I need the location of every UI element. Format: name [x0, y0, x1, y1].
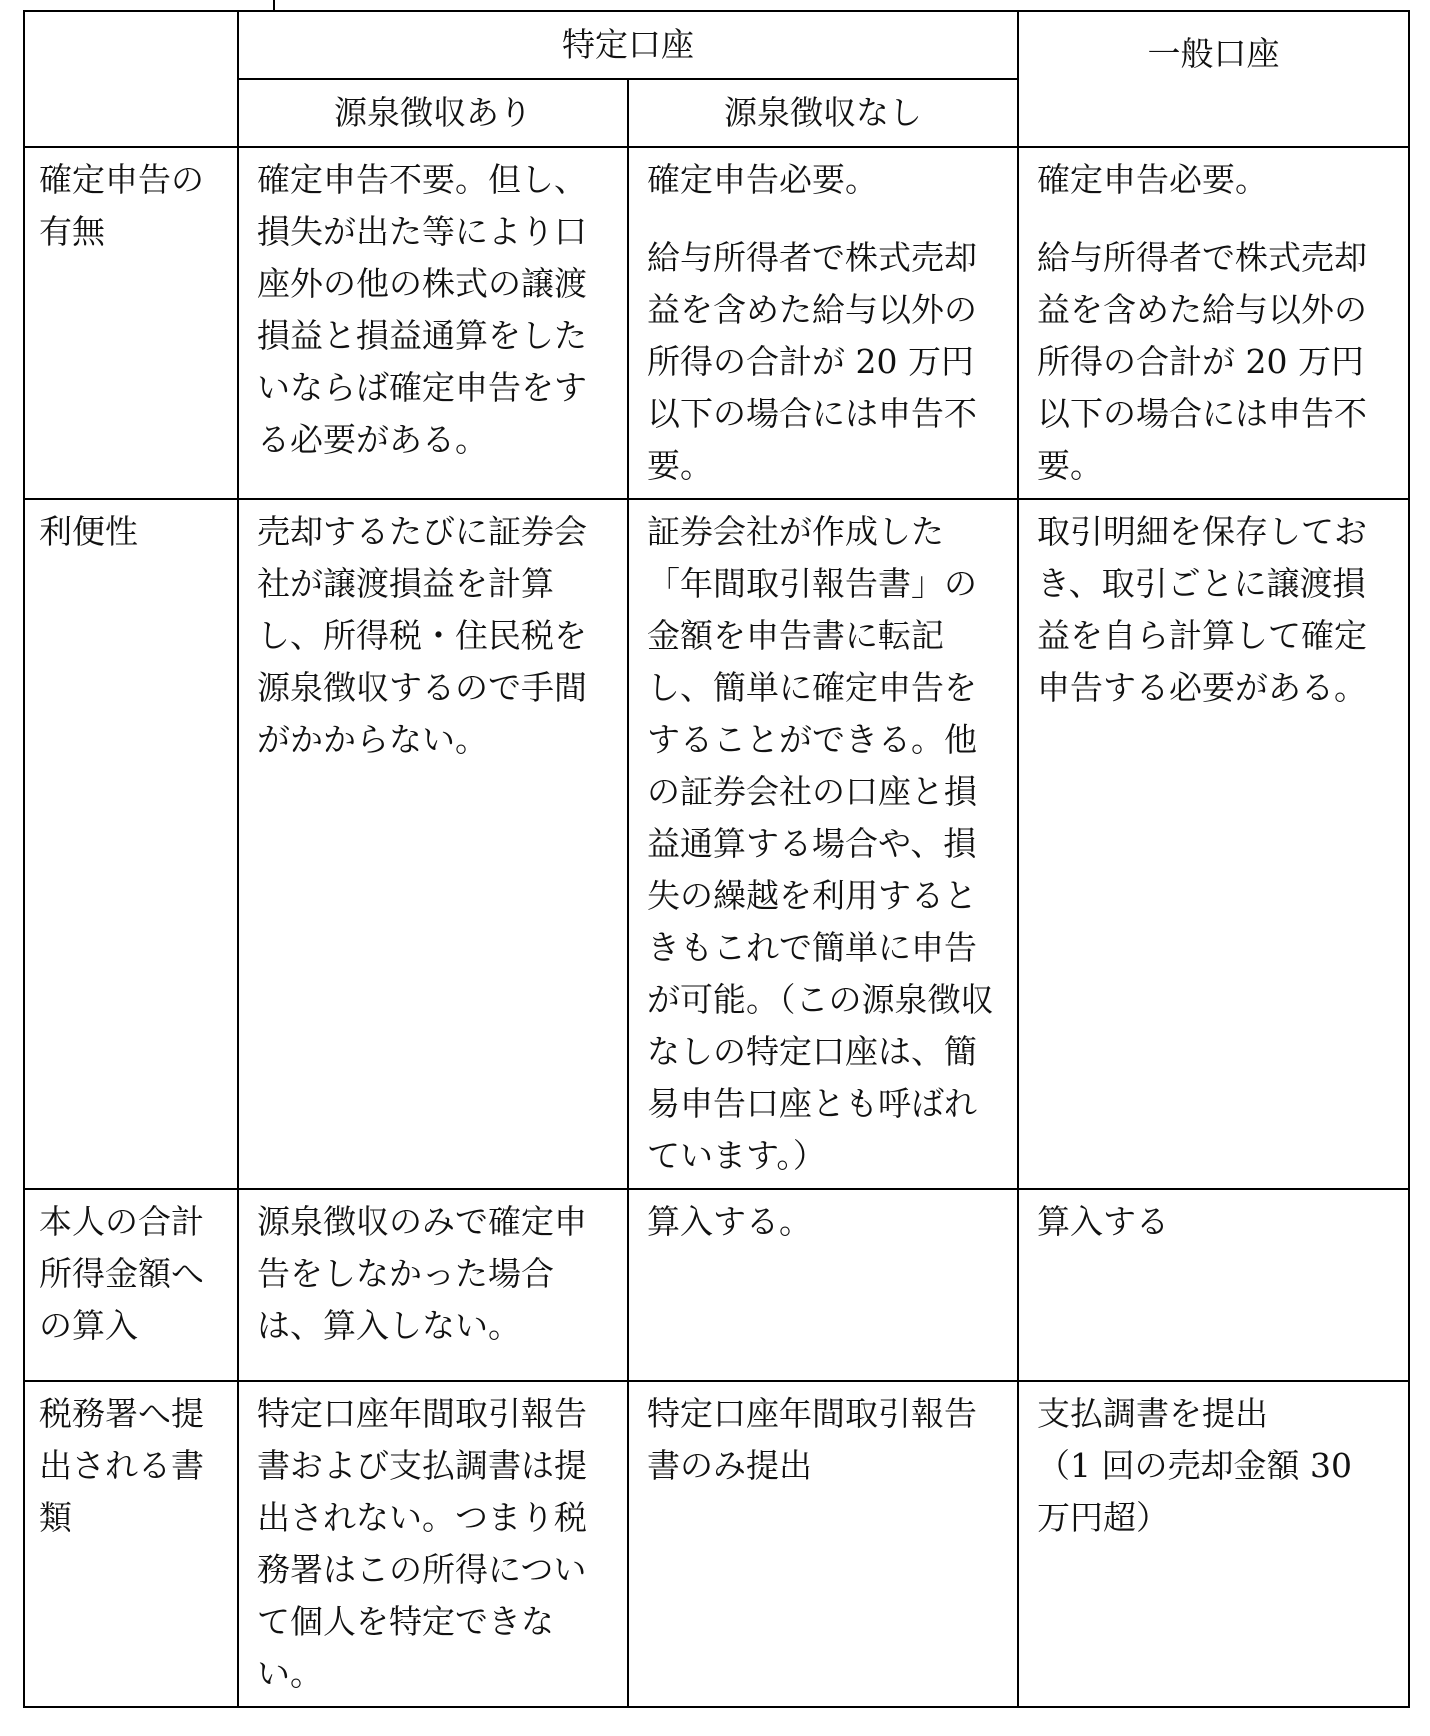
- cell-text: 確定申告必要。: [647, 160, 878, 199]
- cell-text: 取引明細を保存しておき、取引ごとに譲渡損益を自ら計算して確定申告する必要がある。: [1037, 512, 1367, 707]
- cell-text: 源泉徴収のみで確定申告をしなかった場合は、算入しない。: [257, 1202, 587, 1345]
- cell-without-withholding: [628, 147, 1018, 499]
- cell-ippan: [1018, 1381, 1409, 1707]
- header-with-withholding: 源泉徴収あり: [238, 79, 628, 147]
- cell-ippan: [1018, 499, 1409, 1189]
- cell-with-withholding: [238, 499, 628, 1189]
- cell-without-withholding: [628, 1189, 1018, 1381]
- cell-text: 支払調書を提出: [1037, 1394, 1268, 1433]
- table-row: [24, 1189, 1409, 1381]
- cell-text: 確定申告必要。: [1037, 160, 1268, 199]
- header-ippan: 一般口座: [1018, 11, 1409, 147]
- cell-with-withholding: [238, 147, 628, 499]
- cell-without-withholding: [628, 499, 1018, 1189]
- cell-text: 特定口座年間取引報告書のみ提出: [647, 1394, 977, 1485]
- table-row: [24, 147, 1409, 499]
- row-label: 利便性: [24, 499, 238, 1189]
- row-label: 確定申告の有無: [24, 147, 238, 499]
- cell-text: 算入する。: [647, 1202, 812, 1241]
- cell-ippan: [1018, 147, 1409, 499]
- row-label: 税務署へ提出される書類: [24, 1381, 238, 1707]
- cell-text: 証券会社が作成した「年間取引報告書」の金額を申告書に転記し、簡単に確定申告をすることができる。他の証券会社の口座と損益通算する場合や、損失の繰越を利用するときもこれで簡単に申告が可能。（この源泉徴収なしの特定口座は、簡易申告口座とも呼ばれています。）: [647, 512, 994, 1175]
- header-without-withholding: 源泉徴収なし: [628, 79, 1018, 147]
- table-row: [24, 1381, 1409, 1707]
- corner-cell: [24, 11, 238, 147]
- cell-ippan: [1018, 1189, 1409, 1381]
- account-comparison-table: [23, 10, 1410, 1708]
- cell-without-withholding: [628, 1381, 1018, 1707]
- cell-text: 売却するたびに証券会社が譲渡損益を計算し、所得税・住民税を源泉徴収するので手間がかからない。: [257, 512, 587, 759]
- cell-text: （1 回の売却金額 30 万円超）: [1037, 1446, 1352, 1537]
- top-tick-mark: [273, 0, 275, 10]
- row-label: 本人の合計所得金額への算入: [24, 1189, 238, 1381]
- cell-text: 特定口座年間取引報告書および支払調書は提出されない。つまり税務署はこの所得について個人を特定できない。: [257, 1394, 587, 1693]
- header-row: [24, 11, 1409, 79]
- cell-with-withholding: [238, 1189, 628, 1381]
- cell-text: 給与所得者で株式売却益を含めた給与以外の所得の合計が 20 万円以下の場合には申告不要。: [647, 238, 977, 485]
- table-row: [24, 499, 1409, 1189]
- cell-with-withholding: [238, 1381, 628, 1707]
- cell-text: 給与所得者で株式売却益を含めた給与以外の所得の合計が 20 万円以下の場合には申告不要。: [1037, 238, 1367, 485]
- header-tokutei: 特定口座: [238, 11, 1018, 79]
- cell-text: 算入する: [1037, 1202, 1169, 1241]
- cell-text: 確定申告不要。但し、損失が出た等により口座外の他の株式の譲渡損益と損益通算をしたいならば確定申告をする必要がある。: [257, 160, 587, 459]
